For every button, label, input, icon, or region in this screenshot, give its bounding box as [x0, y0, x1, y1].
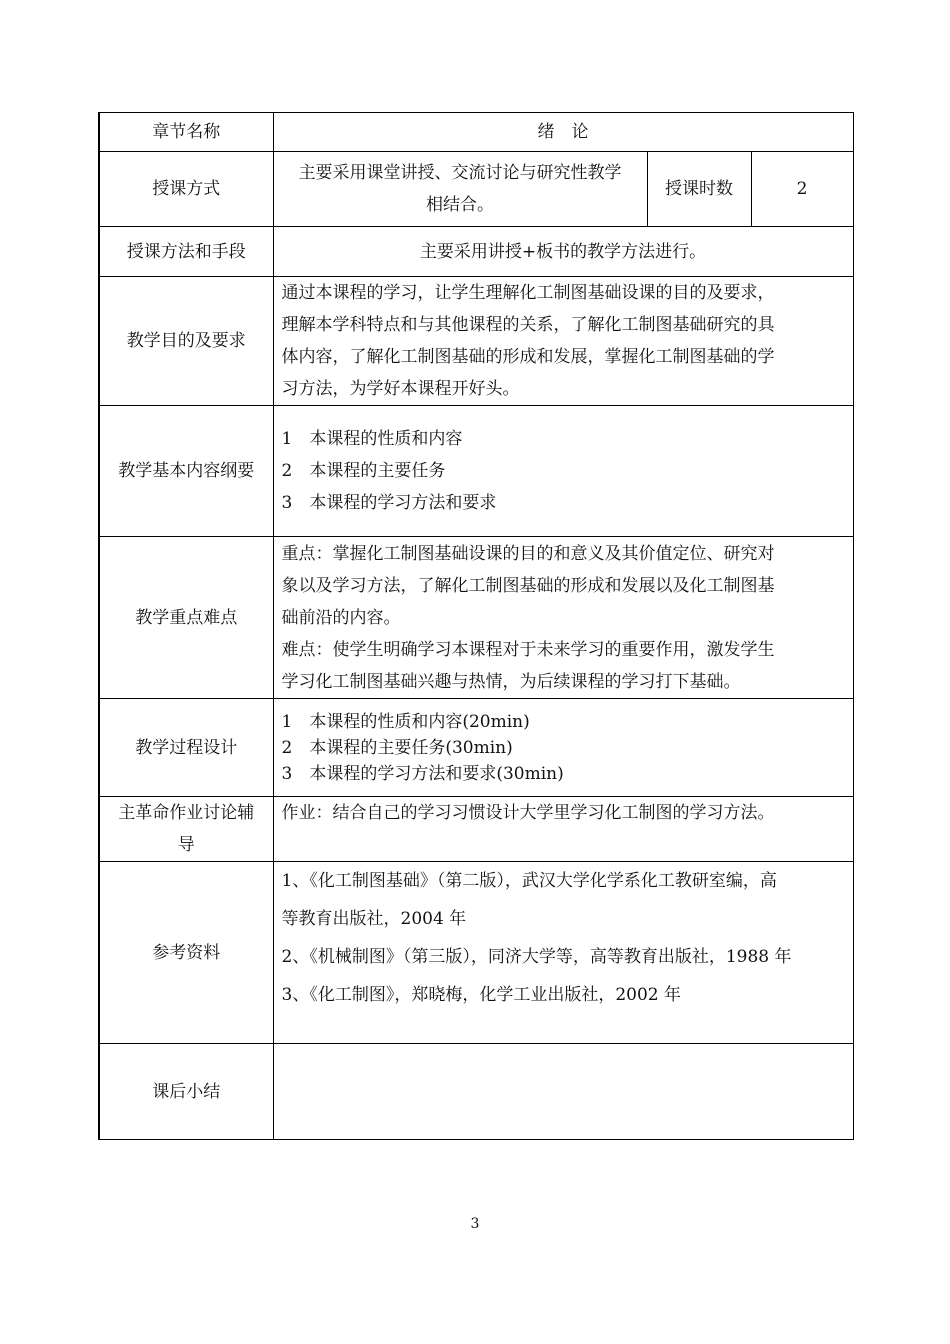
method-line: 相结合。: [426, 195, 494, 215]
key-points-line: 础前沿的内容。: [281, 607, 401, 628]
reference-line: 等教育出版社，2004 年: [281, 909, 467, 929]
process-item: 2 本课程的主要任务(30min): [281, 737, 513, 758]
outline-item: 3 本课程的学习方法和要求: [281, 493, 497, 513]
method-label: 授课方式: [99, 152, 273, 227]
outline-row: [99, 406, 853, 537]
key-points-row: [99, 537, 853, 699]
means-value: 主要采用讲授+板书的教学方法进行。: [273, 227, 853, 277]
summary-row: [99, 1044, 853, 1140]
page-number: 3: [470, 1216, 480, 1232]
hours-label: 授课时数: [647, 152, 751, 227]
summary-value: [273, 1044, 853, 1140]
references-label: 参考资料: [99, 862, 273, 1044]
method-value: [273, 152, 647, 227]
chapter-value: 绪 论: [273, 113, 853, 152]
outline-label: 教学基本内容纲要: [99, 406, 273, 537]
goals-line: 习方法，为学好本课程开好头。: [281, 379, 520, 399]
outline-item: 1 本课程的性质和内容: [281, 429, 463, 449]
key-points-line: 重点：掌握化工制图基础设课的目的和意义及其价值定位、研究对: [281, 543, 775, 564]
homework-label-line: 导: [177, 835, 195, 855]
process-value: [273, 699, 853, 797]
process-item: 3 本课程的学习方法和要求(30min): [281, 763, 564, 784]
means-row: [99, 227, 853, 277]
homework-label: [99, 797, 273, 862]
key-points-label: 教学重点难点: [99, 537, 273, 699]
method-line: 主要采用课堂讲授、交流讨论与研究性教学: [298, 163, 622, 183]
process-item: 1 本课程的性质和内容(20min): [281, 711, 530, 732]
goals-line: 通过本课程的学习，让学生理解化工制图基础设课的目的及要求，: [281, 283, 775, 303]
goals-label: 教学目的及要求: [99, 277, 273, 406]
goals-row: [99, 277, 853, 406]
key-points-line: 象以及学习方法，了解化工制图基础的形成和发展以及化工制图基: [281, 575, 775, 596]
homework-value: 作业：结合自己的学习习惯设计大学里学习化工制图的学习方法。: [273, 797, 853, 862]
process-label: 教学过程设计: [99, 699, 273, 797]
key-points-value: [273, 537, 853, 699]
homework-label-line: 主革命作业讨论辅: [118, 803, 255, 823]
method-row: [99, 152, 853, 227]
reference-line: 3、《化工制图》，郑晓梅，化学工业出版社，2002 年: [281, 985, 681, 1005]
reference-line: 2、《机械制图》（第三版），同济大学等，高等教育出版社，1988 年: [281, 947, 792, 967]
goals-value: [273, 277, 853, 406]
reference-line: 1、《化工制图基础》（第二版），武汉大学化学系化工教研室编，高: [281, 871, 777, 891]
chapter-row: [99, 113, 853, 152]
means-label: 授课方法和手段: [99, 227, 273, 277]
goals-line: 理解本学科特点和与其他课程的关系，了解化工制图基础研究的具: [281, 315, 775, 335]
summary-label: 课后小结: [99, 1044, 273, 1140]
references-row: [99, 862, 853, 1044]
references-value: [273, 862, 853, 1044]
key-points-line: 学习化工制图基础兴趣与热情，为后续课程的学习打下基础。: [281, 671, 741, 692]
key-points-line: 难点：使学生明确学习本课程对于未来学习的重要作用，激发学生: [281, 639, 775, 660]
lesson-plan-table: [98, 112, 854, 1140]
chapter-label: 章节名称: [99, 113, 273, 152]
outline-item: 2 本课程的主要任务: [281, 461, 446, 481]
homework-row: [99, 797, 853, 862]
process-row: [99, 699, 853, 797]
goals-line: 体内容，了解化工制图基础的形成和发展，掌握化工制图基础的学: [281, 347, 775, 367]
hours-value: 2: [751, 152, 853, 227]
outline-value: [273, 406, 853, 537]
